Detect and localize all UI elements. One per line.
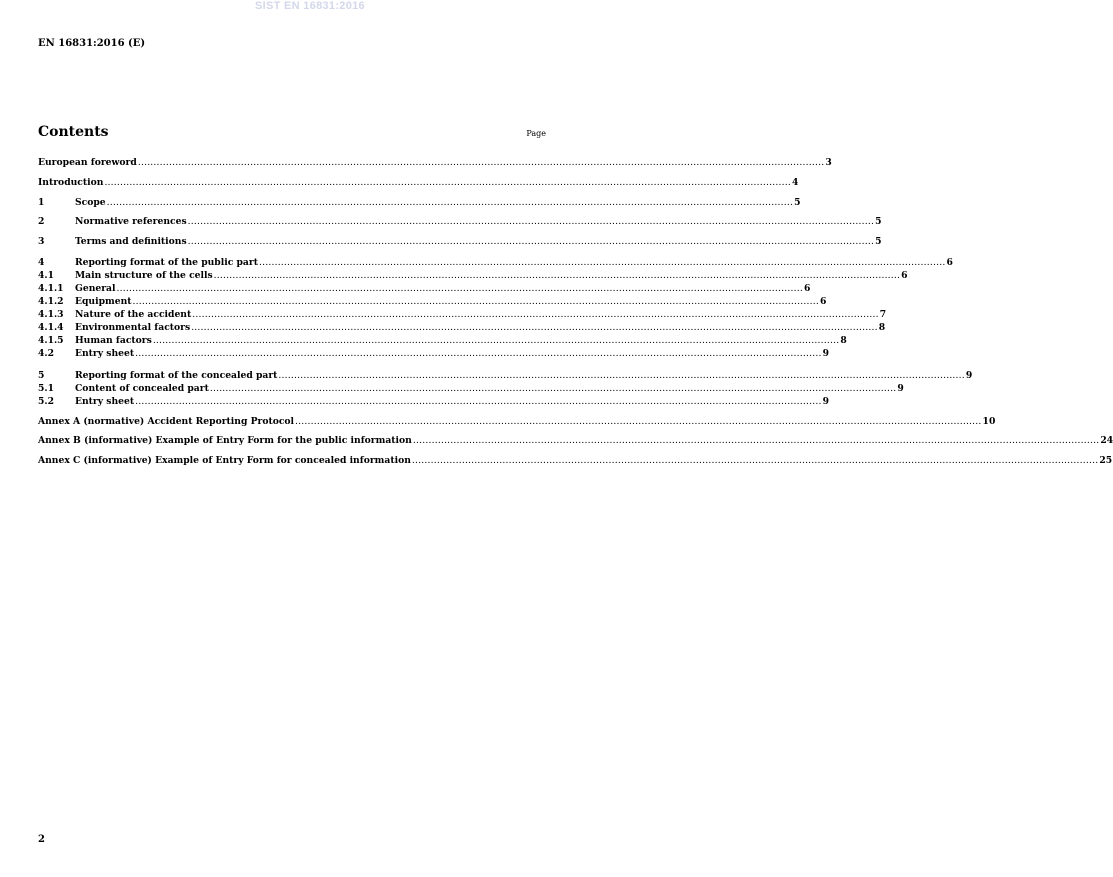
toc-entry[interactable]: [38, 435, 1113, 447]
contents-heading: Contents: [38, 124, 109, 140]
toc-entry[interactable]: [38, 283, 811, 295]
toc-entry[interactable]: [38, 296, 827, 308]
toc-entry[interactable]: [38, 197, 801, 209]
dot-leader: ............................................................................................................................................................................................................................: [192, 309, 879, 320]
toc-entry-number: 4.1: [38, 270, 54, 281]
dot-leader: ............................................................................................................................................................................................................................: [295, 416, 982, 427]
dot-leader: ............................................................................................................................................................................................................................: [209, 383, 897, 394]
toc-entry-title: Annex B (informative) Example of Entry Form for the public information: [38, 435, 412, 446]
dot-leader: ............................................................................................................................................................................................................................: [135, 348, 822, 359]
toc-entry-page: 7: [879, 309, 887, 320]
toc-entry-number: 4.1.2: [38, 296, 64, 307]
toc-entry-number: 4.1.1: [38, 283, 64, 294]
toc-entry[interactable]: [38, 348, 829, 360]
toc-entry-number: 4.1.4: [38, 322, 64, 333]
toc-entry[interactable]: [38, 177, 799, 189]
toc-entry[interactable]: [38, 416, 996, 428]
toc-entry-page: 9: [822, 348, 829, 359]
toc-entry-title: Content of concealed part: [75, 383, 209, 394]
toc-entry-number: 5.1: [38, 383, 54, 394]
toc-entry-title: General: [75, 283, 116, 294]
toc-entry[interactable]: [38, 322, 886, 334]
toc-entry-title: Scope: [75, 197, 106, 208]
dot-leader: ............................................................................................................................................................................................................................: [191, 322, 878, 333]
toc-entry-title: Introduction: [38, 177, 104, 188]
document-id: EN 16831:2016 (E): [38, 38, 146, 49]
toc-entry-page: 4: [791, 177, 799, 188]
toc-entry-page: 9: [822, 396, 829, 407]
toc-entry-title: Entry sheet: [75, 396, 135, 407]
dot-leader: ............................................................................................................................................................................................................................: [116, 283, 804, 294]
toc-entry-number: 4.1.5: [38, 335, 64, 346]
dot-leader: ............................................................................................................................................................................................................................: [106, 197, 794, 208]
toc-entry-page: 24: [1100, 435, 1113, 446]
toc-entry-page: 5: [875, 216, 882, 227]
toc-entry-title: Annex C (informative) Example of Entry Form for concealed information: [38, 455, 411, 466]
toc-entry[interactable]: [38, 236, 882, 248]
toc-entry[interactable]: [38, 270, 908, 282]
toc-entry-title: Environmental factors: [75, 322, 191, 333]
toc-entry-number: 1: [38, 197, 45, 208]
toc-entry[interactable]: [38, 455, 1113, 467]
dot-leader: ............................................................................................................................................................................................................................: [411, 455, 1099, 466]
dot-leader: ............................................................................................................................................................................................................................: [213, 270, 901, 281]
toc-entry-page: 6: [820, 296, 827, 307]
toc-entry-number: 4.2: [38, 348, 54, 359]
toc-entry-title: Main structure of the cells: [75, 270, 213, 281]
dot-leader: ............................................................................................................................................................................................................................: [187, 216, 875, 227]
toc-entry-title: Reporting format of the concealed part: [75, 370, 278, 381]
page-number: 2: [38, 834, 45, 845]
toc-entry-number: 3: [38, 236, 45, 247]
toc-entry-page: 8: [840, 335, 847, 346]
toc-entry-title: Nature of the accident: [75, 309, 192, 320]
toc-entry[interactable]: [38, 309, 887, 321]
toc-entry-number: 5.2: [38, 396, 54, 407]
toc-entry-title: Reporting format of the public part: [75, 257, 258, 268]
toc-entry-page: 5: [875, 236, 882, 247]
toc-entry[interactable]: [38, 396, 829, 408]
toc-entry[interactable]: [38, 383, 904, 395]
dot-leader: ............................................................................................................................................................................................................................: [152, 335, 840, 346]
watermark: SIST EN 16831:2016: [255, 0, 365, 12]
toc-entry-page: 9: [965, 370, 973, 381]
toc-entry-page: 25: [1099, 455, 1113, 466]
toc-entry-title: Human factors: [75, 335, 152, 346]
toc-entry-page: 10: [982, 416, 996, 427]
toc-entry[interactable]: [38, 257, 953, 269]
toc-entry[interactable]: [38, 157, 832, 169]
toc-entry[interactable]: [38, 216, 882, 228]
dot-leader: ............................................................................................................................................................................................................................: [104, 177, 791, 188]
toc-entry-title: Annex A (normative) Accident Reporting Protocol: [38, 416, 295, 427]
dot-leader: ............................................................................................................................................................................................................................: [137, 157, 825, 168]
toc-entry-title: Normative references: [75, 216, 187, 227]
dot-leader: ............................................................................................................................................................................................................................: [135, 396, 822, 407]
dot-leader: ............................................................................................................................................................................................................................: [412, 435, 1100, 446]
toc-entry-title: Entry sheet: [75, 348, 135, 359]
dot-leader: ............................................................................................................................................................................................................................: [258, 257, 946, 268]
dot-leader: ............................................................................................................................................................................................................................: [278, 370, 965, 381]
toc-entry-number: 4: [38, 257, 45, 268]
toc-entry-title: Terms and definitions: [75, 236, 187, 247]
dot-leader: ............................................................................................................................................................................................................................: [187, 236, 875, 247]
toc-entry[interactable]: [38, 335, 847, 347]
toc-entry-page: 5: [794, 197, 801, 208]
toc-entry-number: 4.1.3: [38, 309, 64, 320]
toc-entry[interactable]: [38, 370, 973, 382]
toc-entry-page: 6: [946, 257, 953, 268]
toc-entry-page: 9: [897, 383, 904, 394]
toc-entry-page: 3: [825, 157, 832, 168]
page-column-label: Page: [526, 129, 546, 138]
toc-entry-page: 6: [901, 270, 908, 281]
dot-leader: ............................................................................................................................................................................................................................: [132, 296, 820, 307]
toc-entry-title: European foreword: [38, 157, 137, 168]
toc-entry-page: 8: [878, 322, 886, 333]
toc-entry-page: 6: [804, 283, 811, 294]
toc-entry-number: 2: [38, 216, 45, 227]
toc-entry-number: 5: [38, 370, 45, 381]
toc-entry-title: Equipment: [75, 296, 132, 307]
